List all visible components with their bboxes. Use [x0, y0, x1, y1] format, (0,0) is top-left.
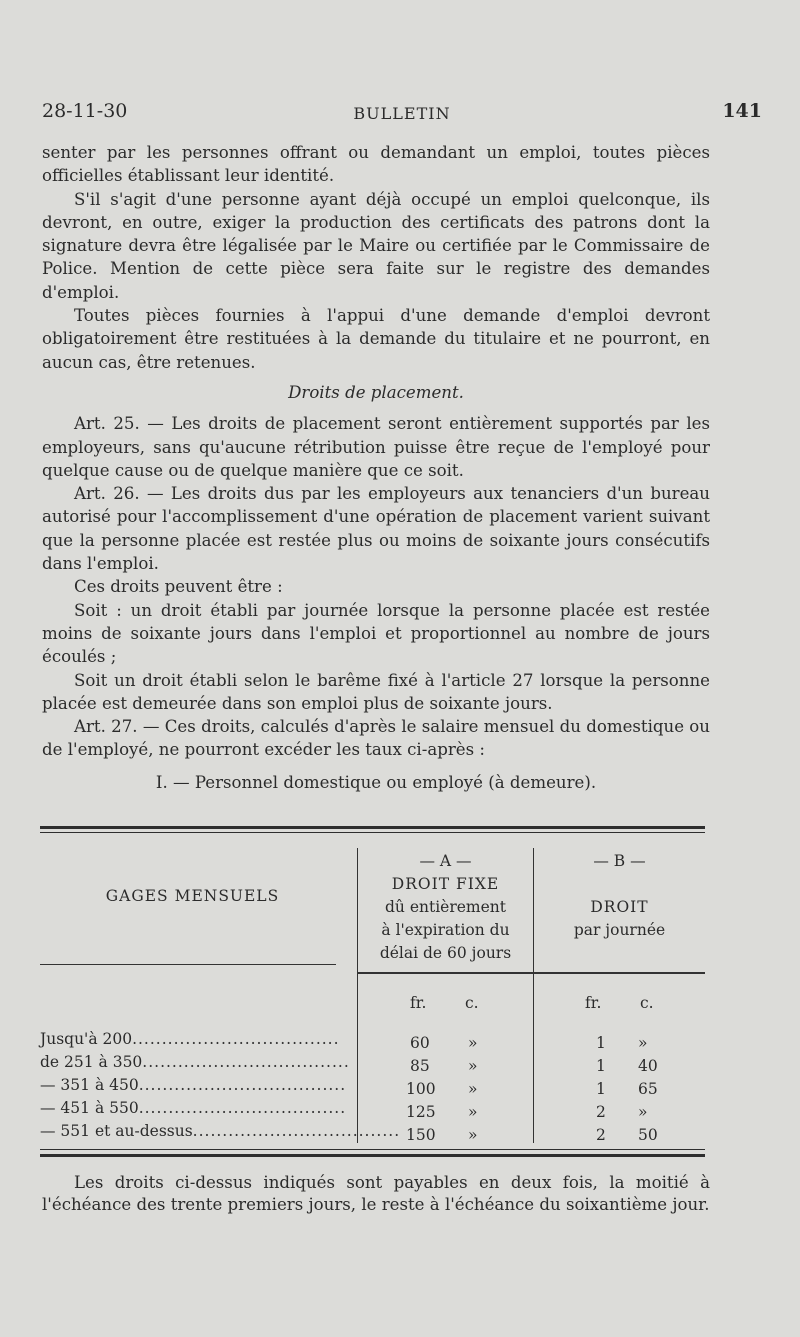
- footer-note: [42, 1172, 710, 1216]
- col-a-header: [358, 850, 533, 965]
- paragraph: Soit : un droit établi par journée lorsque la personne placée est restée moins de soixante jours dans l'emploi et proportionnel au nombre de jours écoulés ;: [42, 600, 710, 667]
- b-fr: 1: [596, 1034, 606, 1052]
- unit-fr: fr.: [585, 994, 602, 1012]
- table-top-rule-thin: [40, 832, 705, 833]
- col-b-header: [534, 850, 705, 942]
- unit-c: c.: [465, 994, 479, 1012]
- col-a-line: à l'expiration du: [381, 921, 510, 939]
- paragraph: Ces droits peuvent être :: [74, 577, 283, 597]
- col-b-letter: — B —: [593, 852, 646, 870]
- a-fr: 85: [410, 1057, 430, 1075]
- b-fr: 1: [596, 1057, 606, 1075]
- row-label: — 351 à 450: [40, 1076, 139, 1094]
- col-a-line: délai de 60 jours: [379, 944, 512, 962]
- section-heading: Droits de placement.: [288, 382, 464, 402]
- b-c: 50: [638, 1126, 658, 1144]
- table-bottom-rule: [40, 1154, 705, 1157]
- article-27: Art. 27. — Ces droits, calculés d'après le salaire mensuel du domestique ou de l'employé, ne pourront excéder les taux ci-après :: [42, 717, 710, 760]
- a-fr: 60: [410, 1034, 430, 1052]
- b-fr: 2: [596, 1103, 606, 1121]
- b-fr: 1: [596, 1080, 606, 1098]
- col-b-line: par journée: [573, 921, 666, 939]
- col-a-letter: — A —: [419, 852, 472, 870]
- paragraph: Soit un droit établi selon le barême fixé à l'article 27 lorsque la personne placée est demeurée dans son emploi plus de soixante jours.: [42, 670, 710, 713]
- table-bottom-rule-thin: [40, 1149, 705, 1150]
- a-c: »: [468, 1034, 478, 1052]
- col-b-title: DROIT: [590, 898, 649, 916]
- paragraph: senter par les personnes offrant ou demandant un emploi, toutes pièces officielles établissant leur identité.: [42, 143, 710, 186]
- header-underline: [40, 964, 336, 965]
- article-25: Art. 25. — Les droits de placement seront entièrement supportés par les employeurs, sans qu'aucune rétribution puisse être reçue de l'employé pour quelque cause ou de quelque manière que ce soit.: [42, 414, 710, 480]
- a-fr: 125: [406, 1103, 436, 1121]
- a-fr: 150: [406, 1126, 436, 1144]
- a-fr: 100: [406, 1080, 436, 1098]
- page-number: 141: [722, 100, 762, 122]
- unit-c: c.: [640, 994, 654, 1012]
- header-date: 28-11-30: [42, 100, 128, 122]
- unit-fr: fr.: [410, 994, 427, 1012]
- article-26: Art. 26. — Les droits dus par les employeurs aux tenanciers d'un bureau autorisé pour l'accomplissement d'une opération de placement varient suivant que la personne placée est restée plus ou moins de soixante jours consécutifs dans l'emploi.: [42, 484, 710, 574]
- b-c: »: [638, 1034, 648, 1052]
- table-title: I. — Personnel domestique ou employé (à demeure).: [155, 772, 597, 792]
- b-c: 40: [638, 1057, 658, 1075]
- page-header: [42, 100, 762, 130]
- header-title: BULLETIN: [353, 104, 451, 123]
- a-c: »: [468, 1103, 478, 1121]
- row-label: de 251 à 350: [40, 1053, 143, 1071]
- row-label: — 551 et au-dessus: [40, 1122, 193, 1140]
- row-label: — 451 à 550: [40, 1099, 139, 1117]
- col-gages-header: GAGES MENSUELS: [105, 887, 280, 905]
- table-top-rule: [40, 826, 705, 829]
- paragraph: S'il s'agit d'une personne ayant déjà occupé un emploi quelconque, ils devront, en outre, exiger la production des certificats des patrons dont la signature devra être légalisée par le Maire ou certifiée par le Commissaire de Police. Mention de cette pièce sera faite sur le registre des demandes d'emploi.: [42, 189, 710, 302]
- b-c: 65: [638, 1080, 658, 1098]
- header-underline: [357, 972, 705, 974]
- body-text: [42, 141, 710, 794]
- row-label: Jusqu'à 200: [40, 1030, 133, 1048]
- a-c: »: [468, 1126, 478, 1144]
- fee-table: GAGES MENSUELS — A — DROIT FIXE dû entièrement à l'expiration du délai de 60 jours — B — DROIT par journée fr. c. fr. c. Jusqu'à 200................................... 60 » 1 » de 251 à 350................................... 85 » 1 40 — 351 à 450................................... 100 » 1 65 — 451 à 550................................... 125 » 2 » — 551 et au-dessus................................... 150 » 2 50: [40, 840, 705, 1160]
- a-c: »: [468, 1080, 478, 1098]
- a-c: »: [468, 1057, 478, 1075]
- col-a-line: dû entièrement: [384, 898, 506, 916]
- b-fr: 2: [596, 1126, 606, 1144]
- paragraph: Toutes pièces fournies à l'appui d'une demande d'emploi devront obligatoirement être restituées à la demande du titulaire et ne pourront, en aucun cas, être retenues.: [42, 306, 710, 372]
- col-a-title: DROIT FIXE: [391, 875, 500, 893]
- paragraph: Les droits ci-dessus indiqués sont payables en deux fois, la moitié à l'échéance des trente premiers jours, le reste à l'échéance du soixantième jour.: [42, 1173, 710, 1214]
- b-c: »: [638, 1103, 648, 1121]
